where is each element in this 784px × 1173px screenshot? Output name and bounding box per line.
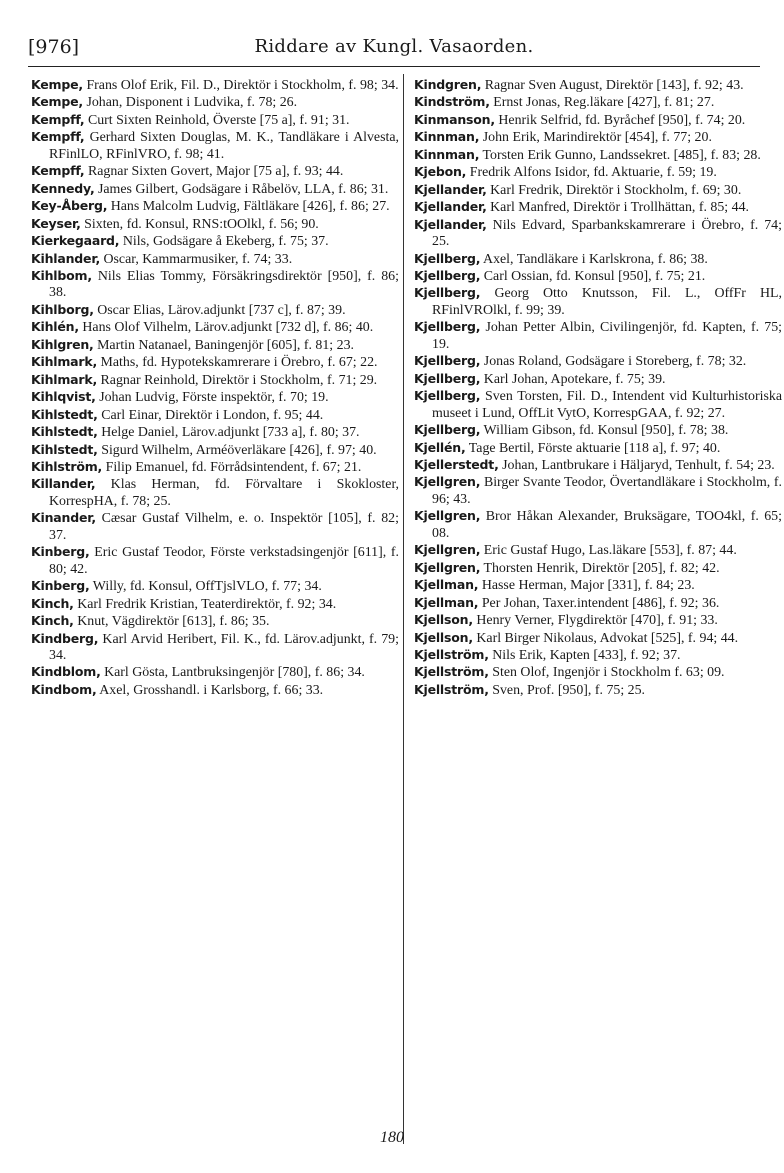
directory-entry: [414, 199, 782, 216]
directory-entry: [31, 544, 399, 578]
directory-entry: [414, 353, 782, 370]
entry-details: Karl Manfred, Direktör i Trollhättan, f. 85; 44.: [490, 200, 750, 216]
directory-entry: [31, 251, 399, 268]
entry-surname: Kindgren,: [414, 77, 482, 92]
directory-entry: [31, 198, 399, 215]
directory-entry: [414, 268, 782, 285]
directory-entry: [31, 459, 399, 476]
entry-details: Curt Sixten Reinhold, Överste [75 a], f. 91; 31.: [87, 112, 350, 128]
entry-surname: Kihlborg,: [31, 301, 94, 317]
entry-surname: Kjellander,: [414, 216, 487, 232]
directory-entry: [31, 112, 399, 129]
entry-details: Henry Verner, Flygdirektör [470], f. 91; 33.: [476, 613, 718, 629]
entry-details: Johan Petter Albin, Civilingenjör, fd. Kapten, f. 75; 19.: [432, 320, 782, 352]
entry-surname: Kierkegaard,: [31, 233, 120, 249]
entry-details: Nils, Godsägare å Ekeberg, f. 75; 37.: [122, 234, 329, 250]
entry-details: Willy, fd. Konsul, OffTjslVLO, f. 77; 34.: [92, 579, 322, 595]
entry-details: Jonas Roland, Godsägare i Storeberg, f. 78; 32.: [483, 354, 747, 370]
entry-surname: Key-Åberg,: [31, 198, 108, 214]
entry-details: Cæsar Gustaf Vilhelm, e. o. Inspektör [105], f. 82; 37.: [49, 511, 399, 543]
entry-surname: Kjellén,: [414, 439, 466, 455]
entry-details: William Gibson, fd. Konsul [950], f. 78; 38.: [483, 423, 729, 439]
directory-entry: [31, 163, 399, 180]
directory-entry: [414, 630, 782, 647]
entry-details: Per Johan, Taxer.intendent [486], f. 92; 36.: [481, 595, 720, 611]
directory-entry: [414, 319, 782, 353]
entry-surname: Kihlmark,: [31, 354, 98, 370]
directory-entry: [31, 578, 399, 595]
entry-details: Klas Herman, fd. Förvaltare i Skokloster, KorrespHA, f. 78; 25.: [49, 477, 400, 509]
entry-surname: Kjebon,: [414, 164, 467, 180]
entry-surname: Kinnman,: [414, 146, 480, 162]
entry-details: Hans Malcolm Ludvig, Fältläkare [426], f. 86; 27.: [110, 199, 390, 215]
entry-surname: Kennedy,: [31, 180, 95, 196]
entry-surname: Kjellberg,: [414, 388, 481, 404]
entry-details: Frans Olof Erik, Fil. D., Direktör i Stockholm, f. 98; 34.: [86, 78, 399, 93]
running-title: Riddare av Kungl. Vasaorden.: [254, 36, 534, 57]
directory-entry: [31, 424, 399, 441]
directory-entry: [414, 682, 782, 699]
directory-entry: [414, 129, 782, 146]
entry-surname: Kjellman,: [414, 594, 479, 610]
entry-surname: Kjellberg,: [414, 285, 481, 301]
entry-details: Karl Arvid Heribert, Fil. K., fd. Lärov.adjunkt, f. 79; 34.: [49, 631, 399, 663]
entry-surname: Kinberg,: [31, 578, 90, 594]
entry-details: Henrik Selfrid, fd. Byråchef [950], f. 74; 20.: [498, 112, 746, 128]
column-divider: [403, 74, 404, 1144]
directory-entry: [414, 577, 782, 594]
entry-details: James Gilbert, Godsägare i Råbelöv, LLA, f. 86; 31.: [97, 181, 389, 197]
entry-surname: Kindblom,: [31, 664, 101, 680]
entry-details: Karl Fredrik Kristian, Teaterdirektör, f. 92; 34.: [77, 596, 337, 612]
page-header: [28, 36, 760, 62]
entry-details: Fredrik Alfons Isidor, fd. Aktuarie, f. 59; 19.: [469, 165, 717, 181]
entry-surname: Kempff,: [31, 111, 85, 127]
directory-entry: [414, 647, 782, 664]
entry-surname: Kjellberg,: [414, 250, 481, 266]
entry-details: Nils Elias Tommy, Försäkringsdirektör [950], f. 86; 38.: [49, 268, 399, 301]
directory-entry: [414, 508, 782, 542]
page-folio: 180: [380, 1129, 404, 1146]
directory-entry: [414, 542, 782, 559]
entry-surname: Kinnman,: [414, 129, 480, 145]
entry-details: Martin Natanael, Baningenjör [605], f. 81; 23.: [97, 337, 354, 353]
entry-details: Ragnar Sven August, Direktör [143], f. 92; 43.: [484, 78, 744, 93]
directory-entry: [31, 319, 399, 336]
entry-details: Karl Gösta, Lantbruksingenjör [780], f. 86; 34.: [104, 665, 365, 681]
directory-entry: [414, 371, 782, 388]
entry-surname: Kinmanson,: [414, 111, 495, 127]
entry-surname: Kindbom,: [31, 681, 97, 697]
entry-details: Axel, Tandläkare i Karlskrona, f. 86; 38.: [483, 251, 708, 267]
entry-surname: Kjellberg,: [414, 267, 481, 283]
left-column: [31, 77, 399, 699]
entry-surname: Kinander,: [31, 510, 96, 526]
directory-entry: [31, 510, 399, 544]
entry-details: Maths, fd. Hypotekskamrerare i Örebro, f. 67; 22.: [100, 355, 378, 371]
directory-entry: [414, 388, 782, 422]
right-column: [414, 77, 782, 699]
entry-details: Ernst Jonas, Reg.läkare [427], f. 81; 27.: [493, 95, 715, 111]
entry-details: Birger Svante Teodor, Övertandläkare i Stockholm, f. 96; 43.: [432, 475, 782, 507]
directory-entry: [31, 631, 399, 665]
entry-details: Sven Torsten, Fil. D., Intendent vid Kulturhistoriska museet i Lund, OffLit VytO, KorrespGAA, f. 92; 27.: [432, 389, 782, 421]
entry-details: Carl Ossian, fd. Konsul [950], f. 75; 21.: [483, 268, 706, 284]
entry-details: Johan, Lantbrukare i Häljaryd, Tenhult, f. 54; 23.: [502, 457, 775, 473]
entry-surname: Kempe,: [31, 77, 83, 92]
entry-surname: Kempe,: [31, 94, 83, 110]
directory-entry: [31, 216, 399, 233]
directory-entry: [31, 302, 399, 319]
entry-surname: Kjellberg,: [414, 422, 481, 438]
entry-details: Oscar, Kammarmusiker, f. 74; 33.: [103, 251, 293, 267]
entry-details: Sixten, fd. Konsul, RNS:tOOlkl, f. 56; 90.: [84, 216, 319, 232]
directory-entry: [414, 285, 782, 319]
entry-surname: Kihlqvist,: [31, 389, 96, 405]
entry-surname: Kjellgren,: [414, 542, 481, 558]
directory-entry: [31, 442, 399, 459]
entry-details: Ragnar Reinhold, Direktör i Stockholm, f. 71; 29.: [100, 372, 378, 388]
entry-surname: Kihlmark,: [31, 371, 98, 387]
directory-entry: [414, 474, 782, 508]
entry-surname: Kinberg,: [31, 544, 90, 560]
entry-surname: Kihlstedt,: [31, 441, 98, 457]
directory-entry: [31, 596, 399, 613]
entry-details: Sven, Prof. [950], f. 75; 25.: [492, 682, 646, 698]
entry-surname: Kinch,: [31, 613, 74, 629]
page-number-bracketed: [976]: [28, 36, 80, 58]
entry-surname: Kempff,: [31, 129, 85, 145]
directory-entry: [31, 407, 399, 424]
entry-details: Sigurd Wilhelm, Arméöverläkare [426], f. 97; 40.: [101, 442, 377, 458]
entry-details: Eric Gustaf Teodor, Förste verkstadsingenjör [611], f. 80; 42.: [49, 545, 399, 577]
entry-surname: Kihlström,: [31, 458, 103, 474]
entry-surname: Kjellström,: [414, 681, 489, 697]
entry-surname: Kempff,: [31, 163, 85, 179]
entry-surname: Kjellberg,: [414, 319, 481, 335]
entry-surname: Kjellström,: [414, 664, 489, 680]
entry-details: Carl Einar, Direktör i London, f. 95; 44.: [101, 407, 324, 423]
directory-entry: [414, 595, 782, 612]
directory-entry: [31, 77, 399, 94]
entry-details: Filip Emanuel, fd. Förrådsintendent, f. 67; 21.: [105, 459, 362, 475]
directory-entry: [31, 372, 399, 389]
directory-entry: [414, 612, 782, 629]
directory-entry: [31, 664, 399, 681]
entry-details: Johan, Disponent i Ludvika, f. 78; 26.: [86, 95, 298, 111]
entry-details: Torsten Erik Gunno, Landssekret. [485], f. 83; 28.: [482, 147, 761, 163]
entry-surname: Kjellgren,: [414, 474, 481, 490]
directory-entry: [31, 613, 399, 630]
directory-entry: [414, 422, 782, 439]
entry-surname: Kihlgren,: [31, 336, 94, 352]
entry-surname: Kjellander,: [414, 199, 487, 215]
directory-entry: [414, 112, 782, 129]
entry-details: Eric Gustaf Hugo, Las.läkare [553], f. 87; 44.: [483, 543, 737, 559]
entry-surname: Kjellerstedt,: [414, 456, 499, 472]
directory-entry: [31, 476, 399, 510]
entry-surname: Kihlander,: [31, 250, 100, 266]
entry-surname: Keyser,: [31, 215, 81, 231]
directory-entry: [414, 664, 782, 681]
entry-details: John Erik, Marindirektör [454], f. 77; 20.: [482, 130, 712, 146]
entry-details: Axel, Grosshandl. i Karlsborg, f. 66; 33.: [99, 682, 324, 698]
directory-entry: [414, 77, 782, 94]
entry-surname: Kjellgren,: [414, 508, 481, 524]
entry-surname: Kihlén,: [31, 319, 79, 335]
entry-details: Karl Birger Nikolaus, Advokat [525], f. 94; 44.: [476, 630, 739, 646]
entry-surname: Kjellman,: [414, 577, 479, 593]
directory-entry: [414, 440, 782, 457]
entry-surname: Kindström,: [414, 94, 490, 110]
directory-entry: [414, 251, 782, 268]
entry-details: Nils Edvard, Sparbankskamrerare i Örebro, f. 74; 25.: [432, 217, 782, 250]
entry-surname: Kihlstedt,: [31, 424, 98, 440]
directory-entry: [414, 457, 782, 474]
entry-surname: Kinch,: [31, 595, 74, 611]
directory-entry: [31, 268, 399, 302]
entry-surname: Kihlbom,: [31, 267, 92, 283]
directory-entry: [414, 182, 782, 199]
entry-details: Nils Erik, Kapten [433], f. 92; 37.: [492, 647, 681, 663]
entry-details: Ragnar Sixten Govert, Major [75 a], f. 93; 44.: [87, 164, 344, 180]
entry-surname: Kindberg,: [31, 630, 99, 646]
directory-entry: [31, 337, 399, 354]
entry-surname: Kihlstedt,: [31, 406, 98, 422]
entry-surname: Kjellander,: [414, 181, 487, 197]
entry-details: Karl Johan, Apotekare, f. 75; 39.: [483, 371, 666, 387]
entry-details: Tage Bertil, Förste aktuarie [118 a], f. 97; 40.: [468, 440, 721, 456]
entry-details: Thorsten Henrik, Direktör [205], f. 82; 42.: [483, 560, 720, 576]
entry-surname: Kjellström,: [414, 646, 489, 662]
directory-entry: [31, 682, 399, 699]
directory-entry: [414, 147, 782, 164]
entry-details: Karl Fredrik, Direktör i Stockholm, f. 69; 30.: [490, 182, 742, 198]
directory-entry: [414, 217, 782, 251]
entry-surname: Kjellberg,: [414, 370, 481, 386]
directory-entry: [31, 233, 399, 250]
entry-surname: Killander,: [31, 476, 96, 492]
entry-details: Johan Ludvig, Förste inspektör, f. 70; 19.: [99, 390, 329, 406]
directory-entry: [31, 354, 399, 371]
directory-entry: [414, 560, 782, 577]
entry-details: Sten Olof, Ingenjör i Stockholm f. 63; 09.: [492, 665, 725, 681]
entry-details: Bror Håkan Alexander, Bruksägare, TOO4kl, f. 65; 08.: [432, 509, 782, 541]
entry-surname: Kjellgren,: [414, 559, 481, 575]
entry-details: Gerhard Sixten Douglas, M. K., Tandläkare i Alvesta, RFinlLO, RFinlVRO, f. 98; 41.: [49, 130, 399, 162]
directory-entry: [414, 164, 782, 181]
entry-details: Helge Daniel, Lärov.adjunkt [733 a], f. 80; 37.: [101, 425, 360, 441]
entry-surname: Kjellson,: [414, 629, 473, 645]
entry-details: Hasse Herman, Major [331], f. 84; 23.: [481, 578, 695, 594]
directory-entry: [31, 129, 399, 163]
entry-surname: Kjellberg,: [414, 353, 481, 369]
directory-entry: [414, 94, 782, 111]
directory-entry: [31, 94, 399, 111]
directory-entry: [31, 181, 399, 198]
directory-entry: [31, 389, 399, 406]
entry-details: Knut, Vägdirektör [613], f. 86; 35.: [77, 614, 270, 630]
header-rule: [28, 66, 760, 67]
entry-details: Georg Otto Knutsson, Fil. L., OffFr HL, RFinlVROlkl, f. 99; 39.: [432, 286, 782, 318]
entry-details: Hans Olof Vilhelm, Lärov.adjunkt [732 d], f. 86; 40.: [82, 320, 374, 336]
entry-surname: Kjellson,: [414, 612, 473, 628]
entry-details: Oscar Elias, Lärov.adjunkt [737 c], f. 87; 39.: [97, 302, 346, 318]
